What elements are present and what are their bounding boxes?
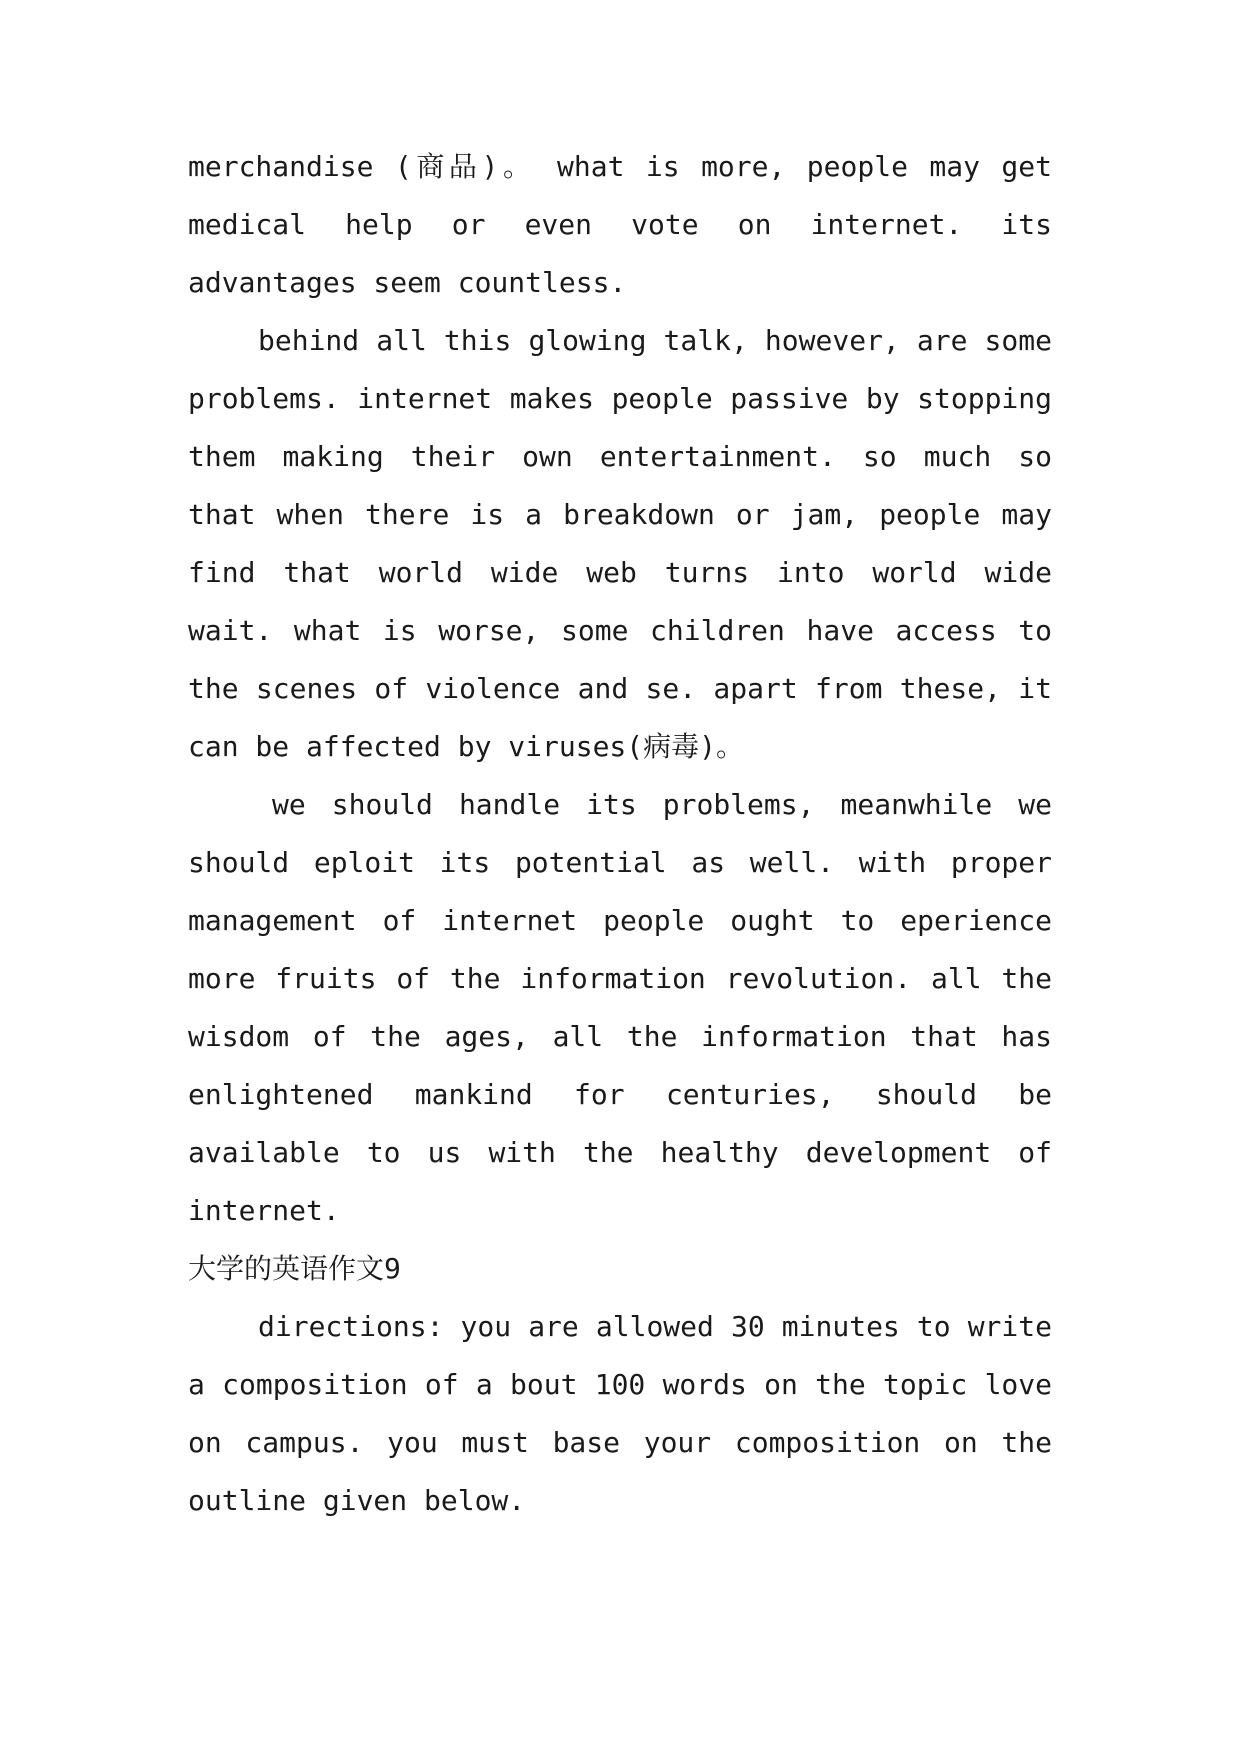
paragraph-directions: directions: you are allowed 30 minutes to write a composition of a bout 100 words on the topic love on campus. you must base your composition on the outline given below.	[188, 1310, 1052, 1517]
document-body	[188, 138, 1052, 1530]
paragraph-conclusion: we should handle its problems, meanwhile we should eploit its potential as well. with proper management of internet people ought to eperience more fruits of the information revolution. all the wisdom of the ages, all the information that has enlightened mankind for centuries, should be available to us with the healthy development of internet.	[188, 788, 1052, 1227]
paragraph-continued: merchandise (商品)。 what is more, people may get medical help or even vote on internet. its advantages seem countless.	[188, 150, 1052, 299]
section-heading: 大学的英语作文9	[188, 1252, 401, 1285]
paragraph-problems: behind all this glowing talk, however, are some problems. internet makes people passive by stopping them making their own entertainment. so much so that when there is a breakdown or jam, people may find that world wide web turns into world wide wait. what is worse, some children have access to the scenes of violence and se. apart from these, it can be affected by viruses(病毒)。	[188, 324, 1052, 763]
